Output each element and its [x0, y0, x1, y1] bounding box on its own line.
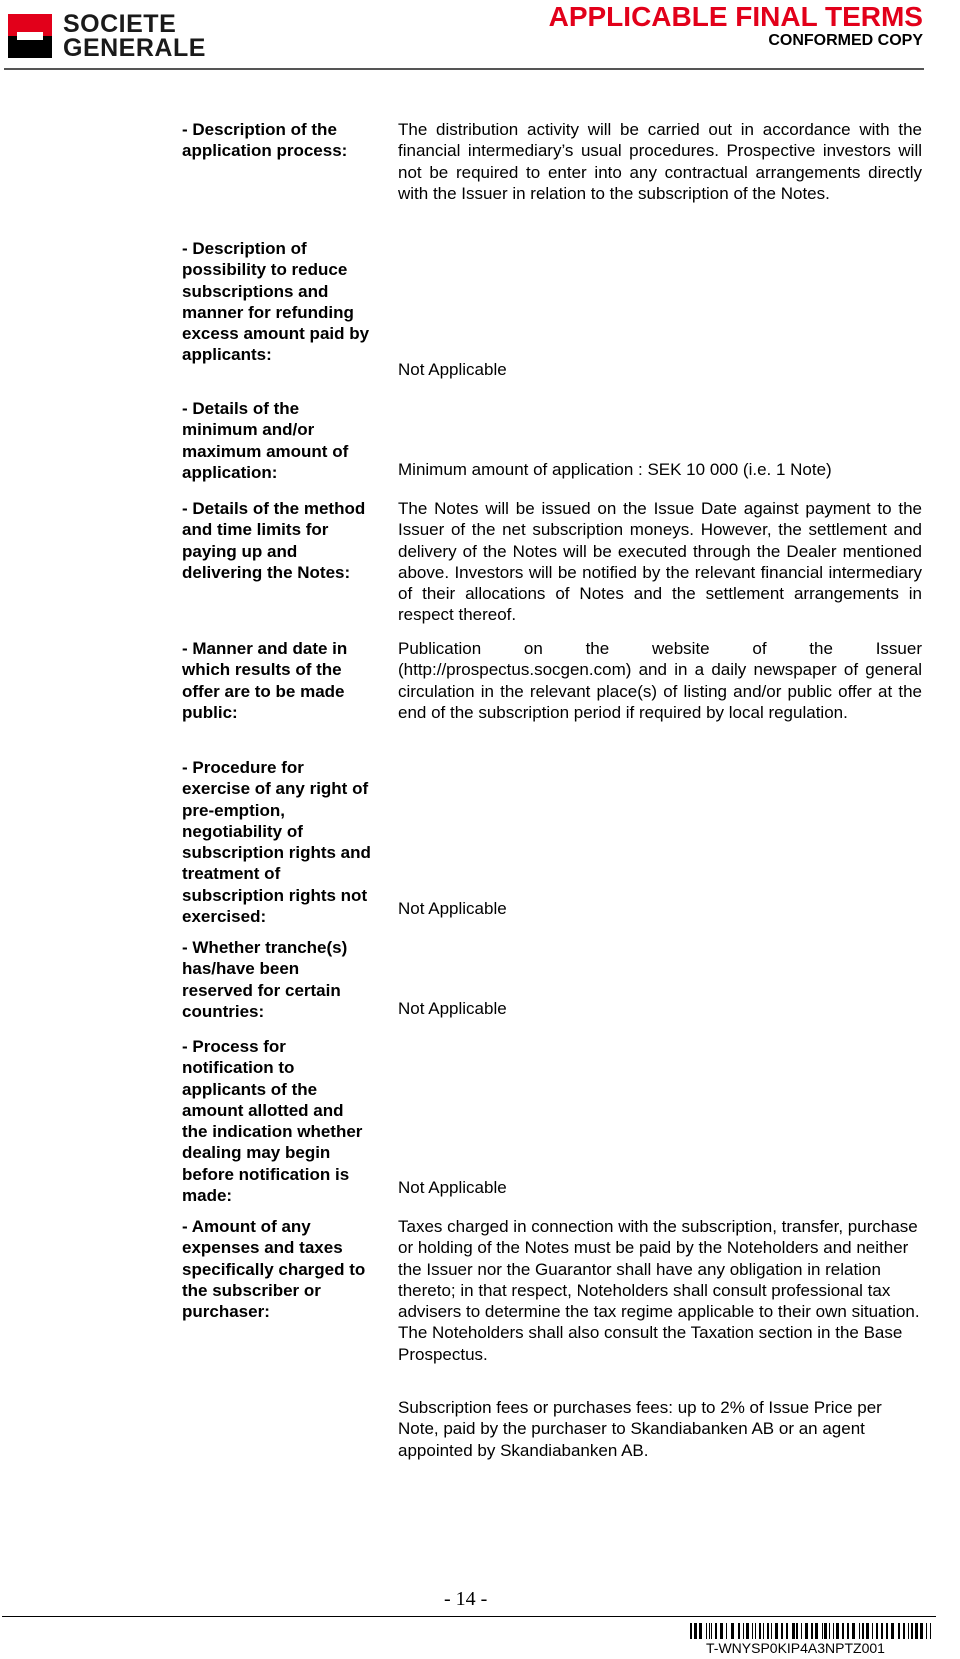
footer-divider [2, 1616, 936, 1617]
row-value: Taxes charged in connection with the subscription, transfer, purchase or holding of the Notes must be paid by the Noteholders and neither the Issuer nor the Guarantor shall have any obligation in relation thereto; in that respect, Noteholders shall consult professional tax advisers to determine the tax regime applicable to their own situation. The Noteholders shall also consult the Taxation section in the Base Prospectus. [398, 1217, 920, 1364]
row-label: - Process for notification to applicants of the amount allotted and the indication whether dealing may begin before notification is made: [182, 1037, 363, 1206]
logo-wordmark [63, 12, 206, 60]
barcode-icon [690, 1623, 934, 1639]
row-value: Minimum amount of application : SEK 10 000 (i.e. 1 Note) [398, 460, 832, 479]
document-subtitle: CONFORMED COPY [768, 32, 923, 49]
row-label: - Whether tranche(s) has/have been reserved for certain countries: [182, 938, 348, 1021]
page-header [0, 0, 960, 70]
societe-generale-logo [8, 12, 240, 60]
row-value: Not Applicable [398, 360, 507, 379]
row-value: The distribution activity will be carried out in accordance with the financial intermediary’s usual procedures. Prospective investors will not be required to enter into any contractual arrangements directly with the Issuer in relation to the subscription of the Notes. [398, 120, 922, 203]
row-value: Not Applicable [398, 1178, 507, 1197]
page-number: - 14 - [444, 1588, 488, 1610]
row-value-fees: Subscription fees or purchases fees: up to 2% of Issue Price per Note, paid by the purchaser to Skandiabanken AB or an agent appointed by Skandiabanken AB. [398, 1398, 882, 1460]
row-label: - Procedure for exercise of any right of pre-emption, negotiability of subscription rights and treatment of subscription rights not exercised: [182, 758, 371, 927]
barcode-text: T-WNYSP0KIP4A3NPTZ001 [706, 1640, 885, 1656]
row-label: - Details of the minimum and/or maximum amount of application: [182, 399, 349, 482]
row-value: The Notes will be issued on the Issue Date against payment to the Issuer of the net subscription moneys. However, the settlement and delivery of the Notes will be executed through the Dealer mentioned above. Investors will be notified by the relevant financial intermediary of their allocations of Notes and the settlement arrangements in respect thereof. [398, 499, 922, 625]
row-label: - Description of the application process: [182, 120, 348, 161]
logo-line-2: GENERALE [63, 34, 206, 62]
row-value: Not Applicable [398, 999, 507, 1018]
row-label: - Description of possibility to reduce subscriptions and manner for refunding excess amount paid by applicants: [182, 239, 370, 365]
header-divider [4, 68, 924, 70]
logo-mark-icon [8, 14, 52, 58]
row-value: Not Applicable [398, 899, 507, 918]
row-label: - Manner and date in which results of the offer are to be made public: [182, 639, 348, 722]
row-label: - Details of the method and time limits for paying up and delivering the Notes: [182, 499, 366, 582]
row-label: - Amount of any expenses and taxes specifically charged to the subscriber or purchaser: [182, 1217, 366, 1322]
row-value: Publication on the website of the Issuer (http://prospectus.socgen.com) and in a daily newspaper of general circulation in the relevant place(s) of listing and/or public offer at the end of the subscription period if required by local regulation. [398, 639, 922, 722]
logo-line-1: SOCIETE [63, 10, 177, 38]
document-title: APPLICABLE FINAL TERMS [548, 1, 923, 32]
